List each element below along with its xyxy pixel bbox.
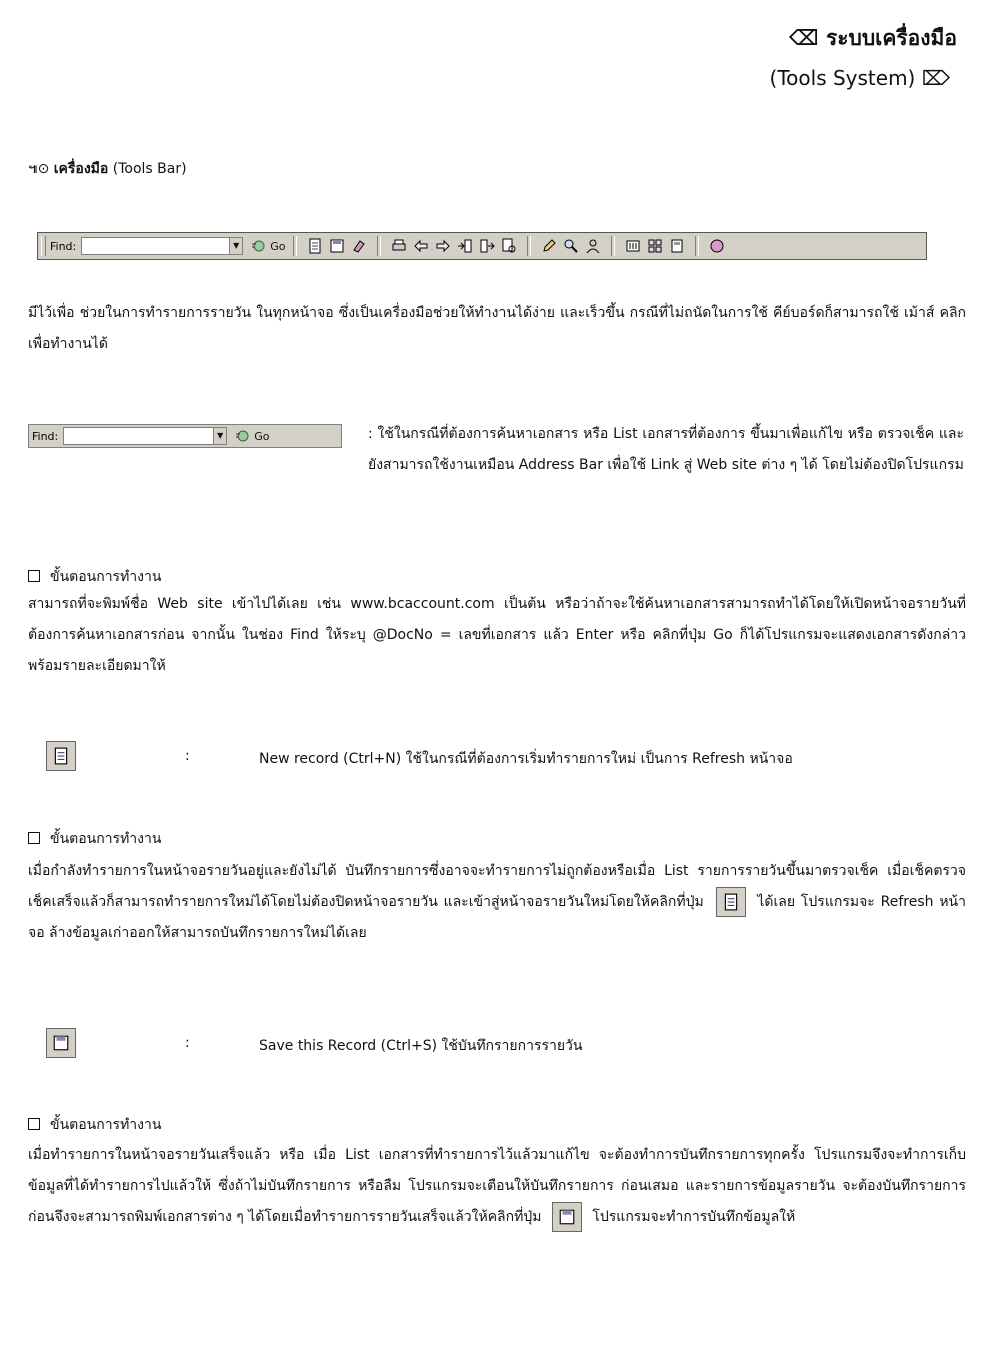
new-record-icon bbox=[46, 741, 76, 771]
arrow-right-icon bbox=[435, 238, 451, 254]
save-step-text-b: โปรแกรมจะทำการบันทึกข้อมูลให้ bbox=[592, 1209, 796, 1225]
separator bbox=[377, 236, 381, 256]
first-button[interactable] bbox=[454, 235, 476, 257]
save-button[interactable] bbox=[326, 235, 348, 257]
floppy-disk-icon bbox=[558, 1208, 576, 1226]
separator bbox=[527, 236, 531, 256]
checkbox-icon bbox=[28, 570, 40, 582]
go-icon bbox=[235, 429, 251, 443]
new-document-icon bbox=[52, 747, 70, 765]
print-button[interactable] bbox=[388, 235, 410, 257]
save-record-icon bbox=[46, 1028, 76, 1058]
bullet-icon: ๚⊙ bbox=[28, 161, 50, 177]
export-icon bbox=[479, 238, 495, 254]
go-button[interactable] bbox=[251, 239, 285, 253]
tools-bar-label-en: (Tools Bar) bbox=[112, 161, 187, 177]
import-icon bbox=[457, 238, 473, 254]
find-bar bbox=[28, 424, 342, 448]
go-label: Go bbox=[270, 239, 286, 253]
separator bbox=[611, 236, 615, 256]
report-icon bbox=[625, 238, 641, 254]
toolbar bbox=[37, 232, 927, 260]
find-input[interactable] bbox=[81, 237, 229, 255]
exit-button[interactable] bbox=[706, 235, 728, 257]
step-title: ขั้นตอนการทำงาน bbox=[50, 569, 162, 585]
save-step-text-a: เมื่อทำรายการในหน้าจอรายวันเสร็จแล้ว หรือ เมื่อ List เอกสารที่ทำรายการไว้แล้วมาแก้ไข จะต้องทำการบันทึกรายการทุกครั้ง โปรแกรมจึงจะทำการเก็บข้อมูลที่ได้ทำรายการไปแล้วให้ ซึ่งถ้าไม่บันทึกรายการ หรือลืม โปรแกรมจะเตือนให้บันทึกรายการ ก่อนเสมอ และรายการข้อมูลรายวัน จะต้องบันทึกรายการก่อนจึงจะสามารถพิมพ์เอกสารต่าง ๆ ได้โดยเมื่อทำรายการรายวันเสร็จแล้วให้คลิกที่ปุ่ม bbox=[28, 1147, 966, 1225]
separator bbox=[695, 236, 699, 256]
checkbox-icon bbox=[28, 832, 40, 844]
preview-button[interactable] bbox=[498, 235, 520, 257]
delete-button[interactable] bbox=[348, 235, 370, 257]
find-label: Find: bbox=[32, 429, 59, 443]
arrow-left-icon bbox=[413, 238, 429, 254]
find-dropdown-button[interactable]: ▼ bbox=[229, 237, 243, 255]
attach-button[interactable] bbox=[538, 235, 560, 257]
user-icon bbox=[585, 238, 601, 254]
eraser-icon bbox=[351, 238, 367, 254]
step-title: ขั้นตอนการทำงาน bbox=[50, 831, 162, 847]
save-record-description: Save this Record (Ctrl+S) ใช้บันทึกรายการรายวัน bbox=[259, 1038, 583, 1054]
calculator-icon bbox=[669, 238, 685, 254]
go-icon bbox=[251, 239, 267, 253]
report-button[interactable] bbox=[622, 235, 644, 257]
checkbox-icon bbox=[28, 1118, 40, 1130]
pencil-icon bbox=[541, 238, 557, 254]
go-button[interactable] bbox=[235, 429, 269, 443]
tools-bar-label: เครื่องมือ bbox=[53, 161, 109, 177]
find-step-heading bbox=[28, 566, 161, 588]
new-step-text-a: เมื่อกำลังทำรายการในหน้าจอรายวันอยู่และยังไม่ได้ บันทึกรายการซึ่งอาจจะทำรายการไม่ถูกต้องหรือเมื่อ List รายการรายวันขึ้นมาตรวจเช็ค เมื่อเช็คตรวจเช็คเสร็จแล้วก็สามารถทำรายการใหม่ได้โดยไม่ต้องปิดหน้าจอรายวัน และเข้าสู่หน้าจอรายวันใหม่โดยให้คลิกที่ปุ่ม bbox=[28, 863, 966, 910]
layout-button[interactable] bbox=[644, 235, 666, 257]
search-button[interactable] bbox=[560, 235, 582, 257]
new-step-heading bbox=[28, 828, 161, 850]
new-colon: : bbox=[185, 748, 190, 764]
intro-paragraph: มีไว้เพื่อ ช่วยในการทำรายการรายวัน ในทุกหน้าจอ ซึ่งเป็นเครื่องมือช่วยให้ทำงานได้ง่าย และเร็วขึ้น กรณีที่ไม่ถนัดในการใช้ คีย์บอร์ดก็สามารถใช้ เม้าส์ คลิกเพื่อทำงานได้ bbox=[28, 305, 966, 352]
floppy-disk-icon bbox=[329, 238, 345, 254]
go-label: Go bbox=[254, 429, 270, 443]
new-record-inline-icon bbox=[716, 887, 746, 917]
separator bbox=[293, 236, 297, 256]
find-step-text: สามารถที่จะพิมพ์ชื่อ Web site เข้าไปได้เลย เช่น www.bcaccount.com เป็นต้น หรือว่าถ้าจะใช้ค้นหาเอกสารสามารถทำได้โดยให้เปิดหน้าจอรายวันที่ต้องการค้นหาเอกสารก่อน จากนั้น ในช่อง Find ให้ระบุ @DocNo = เลขที่เอกสาร แล้ว Enter หรือ คลิกที่ปุ่ม Go ก็ได้โปรแกรมจะแสดงเอกสารดังกล่าวพร้อมรายละเอียดมาให้ bbox=[28, 596, 966, 674]
new-document-icon bbox=[307, 238, 323, 254]
floppy-disk-icon bbox=[52, 1034, 70, 1052]
find-dropdown-button[interactable]: ▼ bbox=[213, 427, 227, 445]
new-step-text-b: ได้เลย โปรแกรมจะ Refresh หน้าจอ ล้างข้อมูลเก่าออกให้สามารถบันทึกรายการใหม่ได้เลย bbox=[28, 894, 966, 941]
grid-icon bbox=[647, 238, 663, 254]
page-title: ⌫ ระบบเครื่องมือ bbox=[788, 26, 957, 50]
previous-button[interactable] bbox=[410, 235, 432, 257]
save-record-inline-icon bbox=[552, 1202, 582, 1232]
document-search-icon bbox=[501, 238, 517, 254]
find-label: Find: bbox=[50, 239, 77, 253]
find-input[interactable] bbox=[63, 427, 213, 445]
tools-bar-heading bbox=[28, 158, 187, 180]
find-description: : ใช้ในกรณีที่ต้องการค้นหาเอกสาร หรือ List เอกสารที่ต้องการ ขึ้นมาเพื่อแก้ไข หรือ ตรวจเช็ค และ ยังสามารถใช้งานเหมือน Address Bar เพื่อใช้ Link สู่ Web site ต่าง ๆ ได้ โดยไม่ต้องปิดโปรแกรม bbox=[368, 426, 964, 473]
step-title: ขั้นตอนการทำงาน bbox=[50, 1117, 162, 1133]
toolbar-grip[interactable] bbox=[41, 236, 46, 256]
page-subtitle: (Tools System) ⌦ bbox=[769, 66, 950, 90]
user-button[interactable] bbox=[582, 235, 604, 257]
printer-icon bbox=[391, 238, 407, 254]
calculator-button[interactable] bbox=[666, 235, 688, 257]
last-button[interactable] bbox=[476, 235, 498, 257]
magnifier-icon bbox=[563, 238, 579, 254]
save-step-text bbox=[28, 1140, 966, 1233]
save-colon: : bbox=[185, 1035, 190, 1051]
save-step-heading bbox=[28, 1114, 161, 1136]
new-record-button[interactable] bbox=[304, 235, 326, 257]
next-button[interactable] bbox=[432, 235, 454, 257]
new-document-icon bbox=[722, 893, 740, 911]
exit-icon bbox=[709, 238, 725, 254]
new-record-description: New record (Ctrl+N) ใช้ในกรณีที่ต้องการเริ่มทำรายการใหม่ เป็นการ Refresh หน้าจอ bbox=[259, 751, 793, 767]
new-step-text bbox=[28, 856, 966, 949]
